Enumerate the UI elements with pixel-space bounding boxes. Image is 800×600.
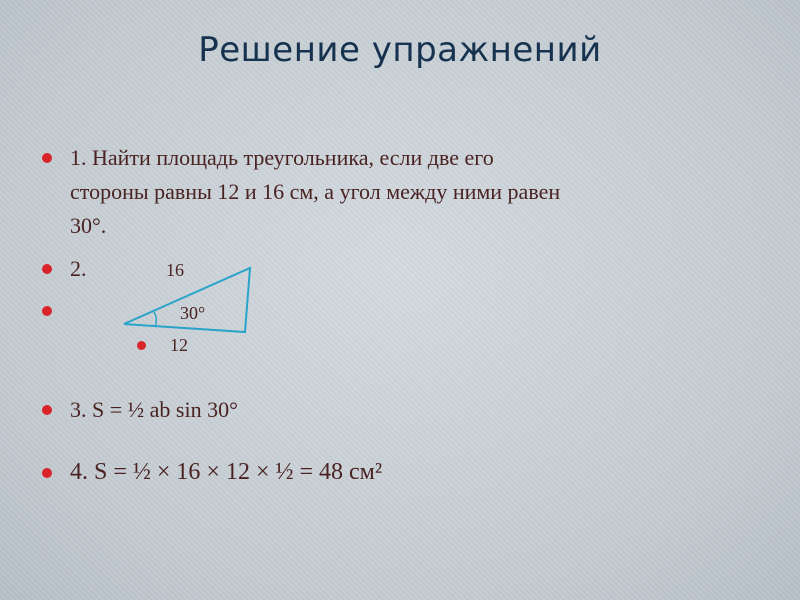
bullet-3 — [42, 405, 52, 415]
slide-title: Решение упражнений — [198, 30, 602, 70]
item-1-line-1: 1. Найти площадь треугольника, если две его — [70, 145, 494, 170]
item-4-result: 4. S = ½ × 16 × 12 × ½ = 48 см² — [70, 459, 383, 485]
bullet-sub — [137, 341, 146, 350]
item-1-line-3: 30°. — [70, 213, 107, 238]
item-1-line-2: стороны равны 12 и 16 см, а угол между ними равен — [70, 179, 561, 204]
bullet-4 — [42, 468, 52, 478]
triangle-side-12: 12 — [170, 335, 188, 355]
triangle-side-16: 16 — [166, 260, 184, 280]
item-2-label: 2. — [70, 256, 87, 281]
triangle-angle-30: 30° — [180, 303, 206, 323]
item-3-formula: 3. S = ½ ab sin 30° — [70, 397, 238, 422]
